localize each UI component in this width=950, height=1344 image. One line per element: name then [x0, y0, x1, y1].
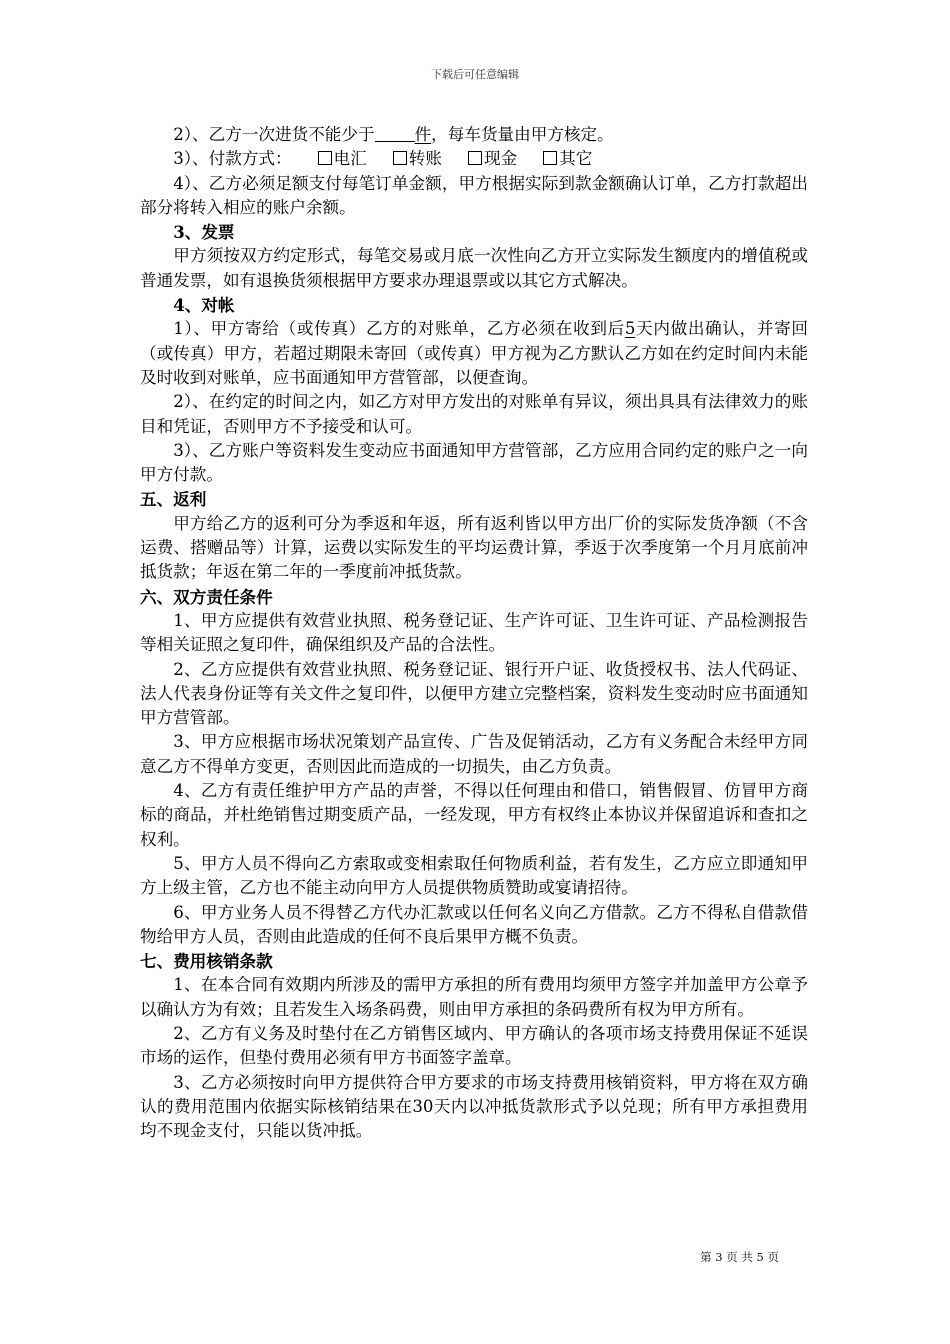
responsibility-clause-2: 2、乙方应提供有效营业执照、税务登记证、银行开户证、收货授权书、法人代码证、法人代表身份证等有关文件之复印件，以便甲方建立完整档案，资料发生变动时应书面通知甲方营管部。 — [140, 659, 808, 728]
payment-option[interactable] — [393, 149, 442, 168]
option-label: 现金 — [483, 149, 518, 169]
responsibility-clause-5: 5、甲方人员不得向乙方索取或变相索取任何物质利益，若有发生，乙方应立即通知甲方上级主管，乙方也不能主动向甲方人员提供物质赞助或宴请招待。 — [140, 853, 808, 898]
clause-text: 1）、甲方寄给（或传真）乙方的对账单，乙方必须在收到后 — [173, 319, 625, 339]
responsibility-clause-1: 1、甲方应提供有效营业执照、税务登记证、生产许可证、卫生许可证、产品检测报告等相关证照之复印件，确保组织及产品的合法性。 — [140, 610, 808, 655]
responsibility-clause-4: 4、乙方有责任维护甲方产品的声誉，不得以任何理由和借口，销售假冒、仿冒甲方商标的商品，并杜绝销售过期变质产品，一经发现，甲方有权终止本协议并保留追诉和查扣之权利。 — [140, 781, 808, 849]
reconciliation-clause-3: 3）、乙方账户等资料发生变动应书面通知甲方营管部，乙方应用合同约定的账户之一向甲方付款。 — [140, 440, 808, 485]
page-header: 下载后可任意编辑 — [431, 68, 519, 81]
option-label: 转账 — [408, 149, 442, 169]
payment-option[interactable] — [543, 149, 592, 168]
option-label: 电汇 — [333, 149, 367, 169]
payment-option[interactable] — [318, 149, 367, 168]
checkbox-icon[interactable] — [468, 151, 482, 165]
min-order-clause — [140, 123, 808, 147]
blank-field — [375, 125, 415, 142]
clause-text: 天内做出确认，并寄回（或传真）甲方，若超过期限未寄回（或传真）甲方视为乙方默认乙方如在约定时间内未能及时收到对账单，应书面通知甲方营管部，以便查询。 — [140, 319, 808, 387]
invoice-clause: 甲方须按双方约定形式，每笔交易或月底一次性向乙方开立实际发生额度内的增值税或普通发票，如有退换货须根据甲方要求办理退票或以其它方式解决。 — [140, 246, 808, 290]
days-value: 5 — [624, 319, 636, 339]
section-heading-responsibilities: 六、双方责任条件 — [140, 586, 273, 607]
section-heading-invoice: 3、发票 — [173, 222, 235, 243]
reconciliation-clause-1 — [140, 317, 808, 390]
payment-option[interactable] — [468, 149, 517, 168]
section-heading-reconciliation: 4、对帐 — [173, 295, 235, 316]
reconciliation-clause-2: 2）、在约定的时间之内，如乙方对甲方发出的对账单有异议，须出具具有法律效力的账目和凭证，否则甲方不予接受和认可。 — [140, 392, 808, 436]
payment-method-clause — [140, 147, 808, 171]
payment-label: 3）、付款方式： — [173, 149, 292, 169]
rebate-clause: 甲方给乙方的返利可分为季返和年返，所有返利皆以甲方出厂价的实际发货净额（不含运费、搭赠品等）计算，运费以实际发生的平均运费计算，季返于次季度第一个月月底前冲抵货款；年返在第二年的一季度前冲抵货款。 — [140, 513, 808, 582]
document-body — [140, 123, 808, 1143]
full-payment-clause: 4）、乙方必须足额支付每笔订单金额，甲方根据实际到款金额确认订单，乙方打款超出部分将转入相应的账户余额。 — [140, 173, 808, 217]
checkbox-icon[interactable] — [393, 151, 407, 165]
page-footer: 第 3 页 共 5 页 — [700, 1250, 779, 1264]
fee-clause-1: 1、在本合同有效期内所涉及的需甲方承担的所有费用均须甲方签字并加盖甲方公章予以确认方为有效；且若发生入场条码费，则由甲方承担的条码费所有权为甲方所有。 — [140, 975, 808, 1019]
checkbox-icon[interactable] — [543, 151, 557, 165]
unit-label: 件 — [414, 125, 432, 144]
checkbox-icon[interactable] — [318, 151, 332, 165]
fee-clause-3: 3、乙方必须按时向甲方提供符合甲方要求的市场支持费用核销资料，甲方将在双方确认的费用范围内依据实际核销结果在30天内以冲抵货款形式予以兑现；所有甲方承担费用均不现金支付，只能以货冲抵。 — [140, 1072, 808, 1141]
section-heading-rebate: 五、返利 — [140, 489, 207, 510]
responsibility-clause-3: 3、甲方应根据市场状况策划产品宣传、广告及促销活动，乙方有义务配合未经甲方同意乙方不得单方变更，否则因此而造成的一切损失，由乙方负责。 — [140, 732, 808, 776]
fee-clause-2: 2、乙方有义务及时垫付在乙方销售区域内、甲方确认的各项市场支持费用保证不延误市场的运作，但垫付费用必须有甲方书面签字盖章。 — [140, 1023, 808, 1068]
clause-text: 2）、乙方一次进货不能少于 — [173, 125, 375, 144]
clause-text: ，每车货量由甲方核定。 — [431, 125, 614, 144]
option-label: 其它 — [559, 149, 593, 169]
responsibility-clause-6: 6、甲方业务人员不得替乙方代办汇款或以任何名义向乙方借款。乙方不得私自借款借物给甲方人员，否则由此造成的任何不良后果甲方概不负责。 — [140, 902, 808, 946]
section-heading-fees: 七、费用核销条款 — [140, 951, 273, 972]
